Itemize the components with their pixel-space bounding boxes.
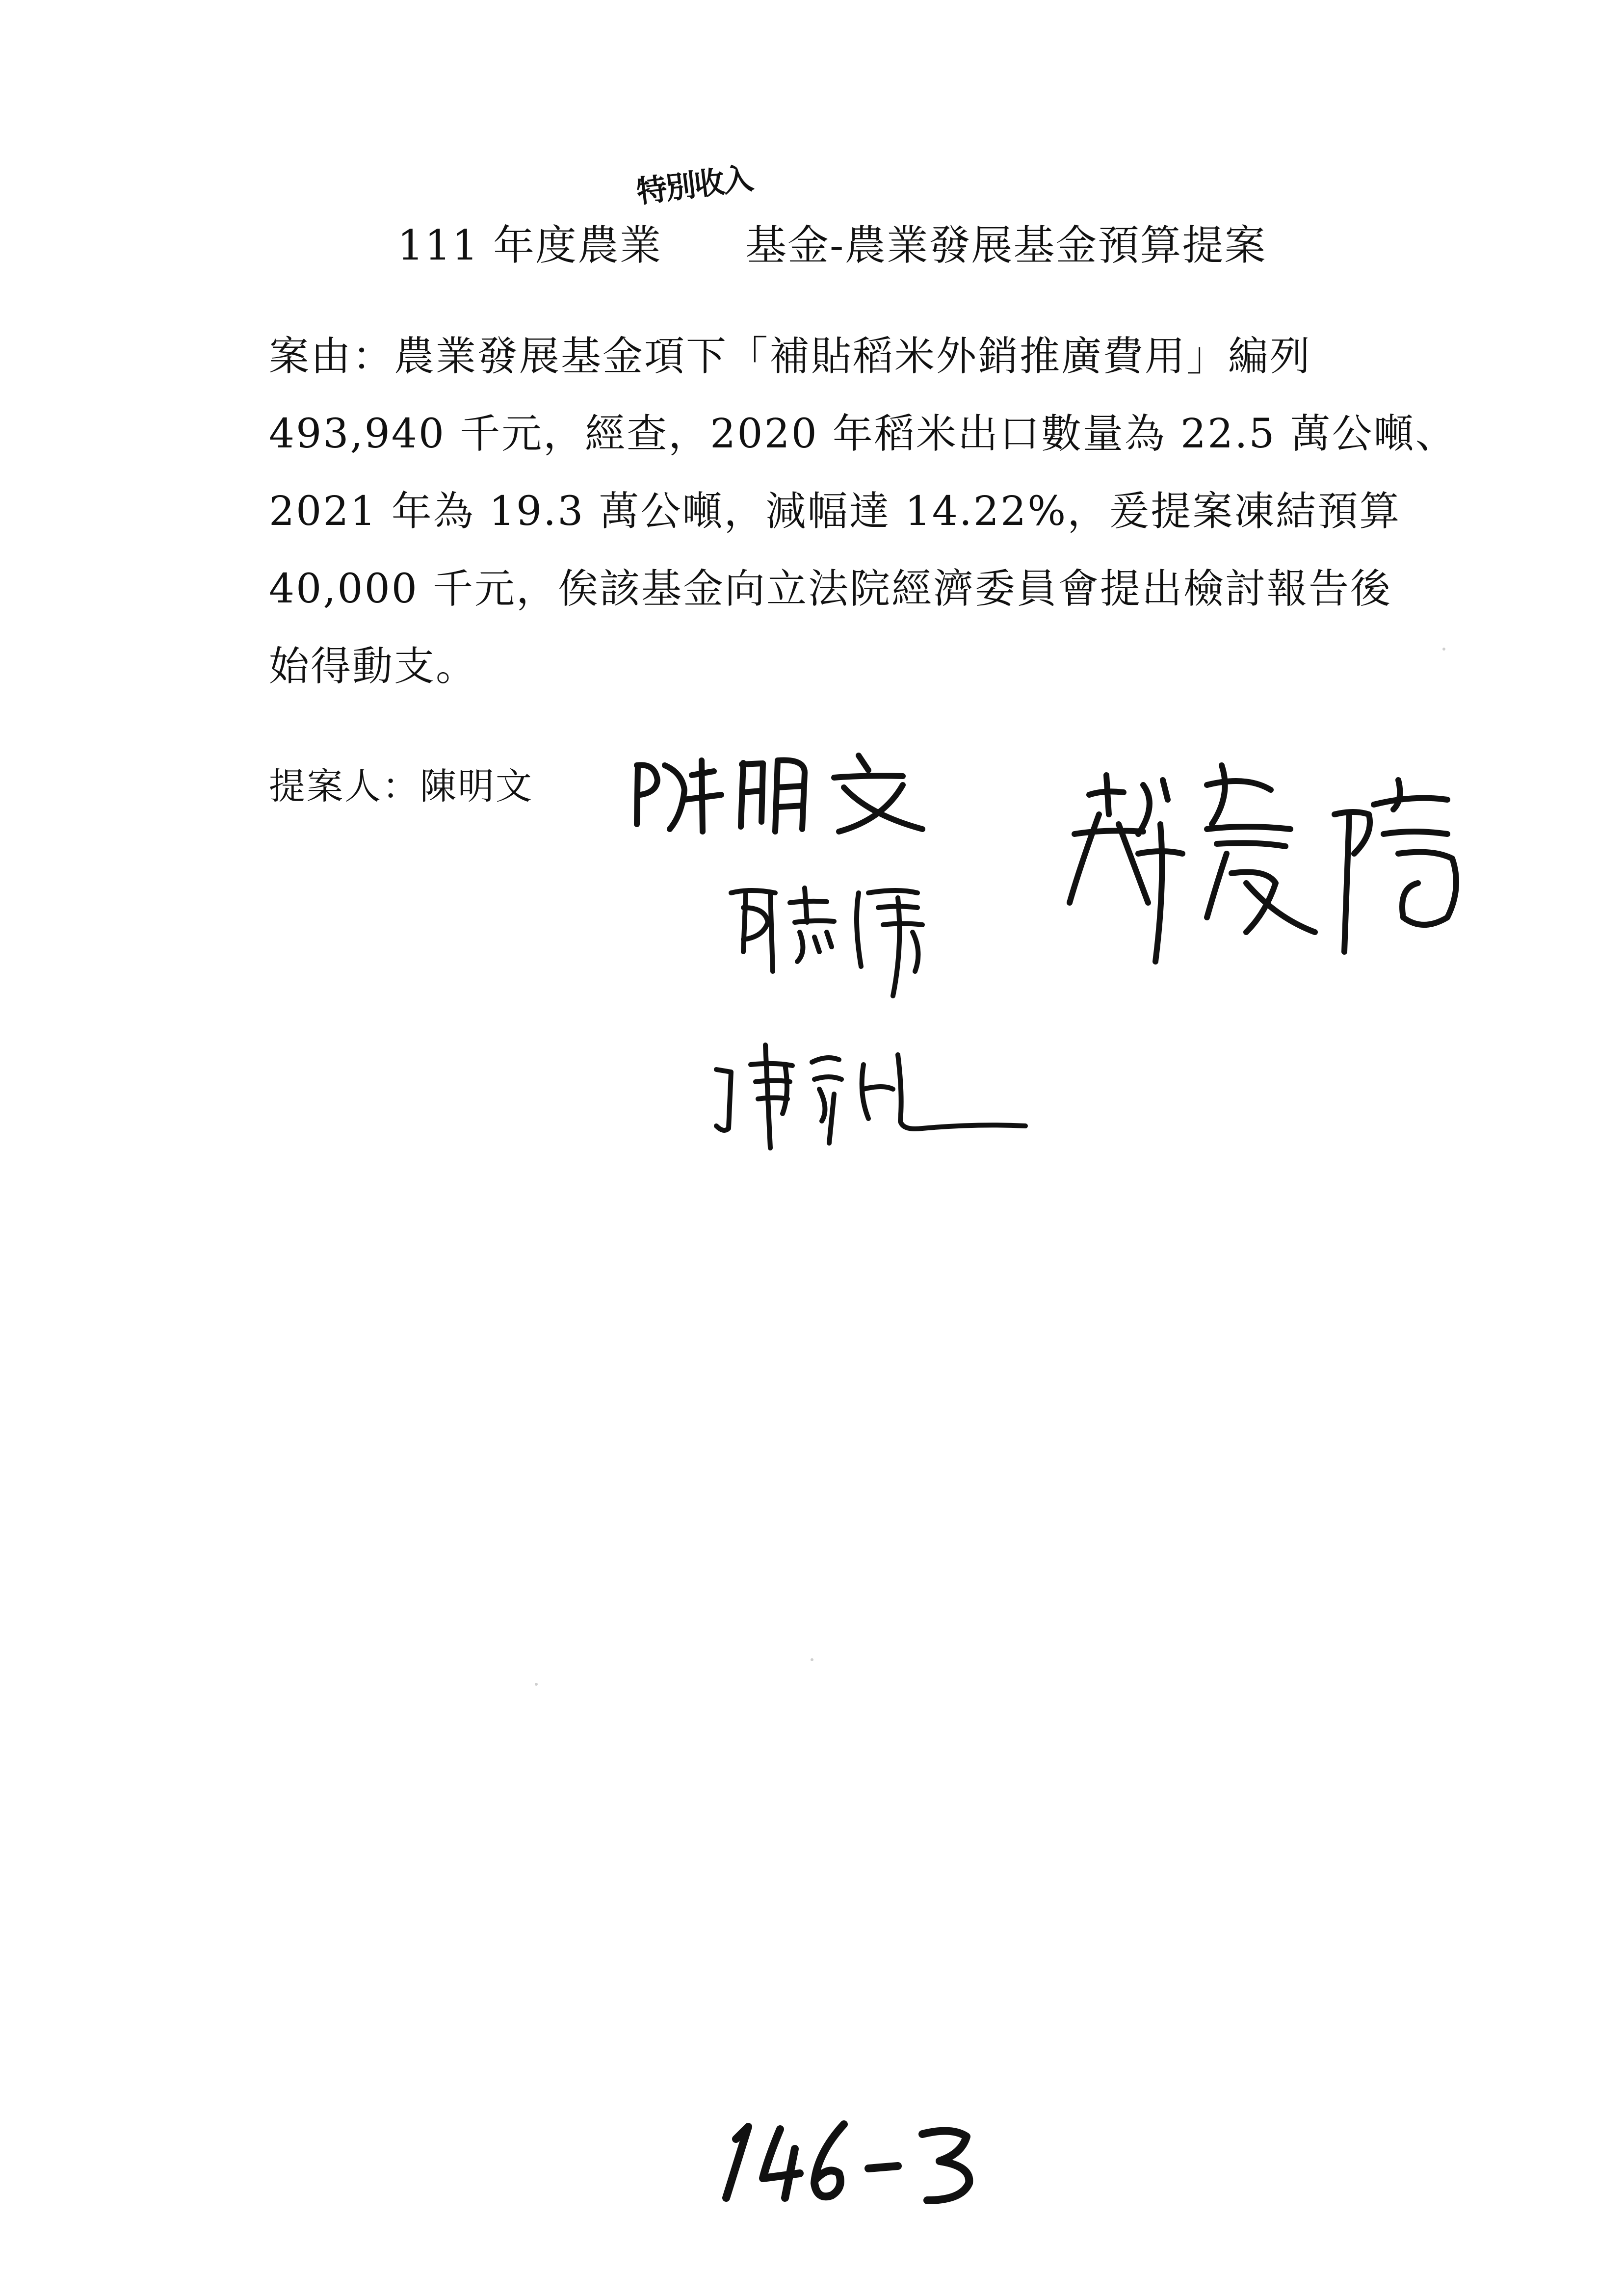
motion-line: 493,940 千元，經查，2020 年稻米出口數量為 22.5 萬公噸、: [269, 411, 1457, 457]
handwritten-title-insert: 特別收入: [634, 160, 754, 210]
document-title: [397, 216, 1295, 275]
title-suffix: 基金-農業發展基金預算提案: [745, 221, 1267, 269]
title-prefix: 111 年度農業: [397, 221, 662, 269]
scan-speck: [1442, 648, 1445, 651]
motion-line: 案由：農業發展基金項下「補貼稻米外銷推廣費用」編列: [269, 333, 1312, 380]
scan-speck: [811, 1658, 813, 1661]
signature-chen-ming-wen: [628, 746, 942, 839]
signature-qiu-zhi-wei: [721, 878, 986, 1006]
proposer-line: 提案人：陳明文: [269, 765, 533, 808]
signature-jiang-wan-an: [1060, 756, 1482, 1020]
motion-body: [269, 318, 1457, 705]
motion-line: 40,000 千元，俟該基金向立法院經濟委員會提出檢討報告後: [269, 566, 1392, 612]
signature-chen-ting-fei: [702, 1035, 1035, 1148]
motion-line: 始得動支。: [269, 643, 478, 690]
handwritten-page-number: [721, 2110, 996, 2208]
motion-line: 2021 年為 19.3 萬公噸，減幅達 14.22%，爰提案凍結預算: [269, 488, 1401, 535]
scan-speck: [535, 1683, 538, 1686]
